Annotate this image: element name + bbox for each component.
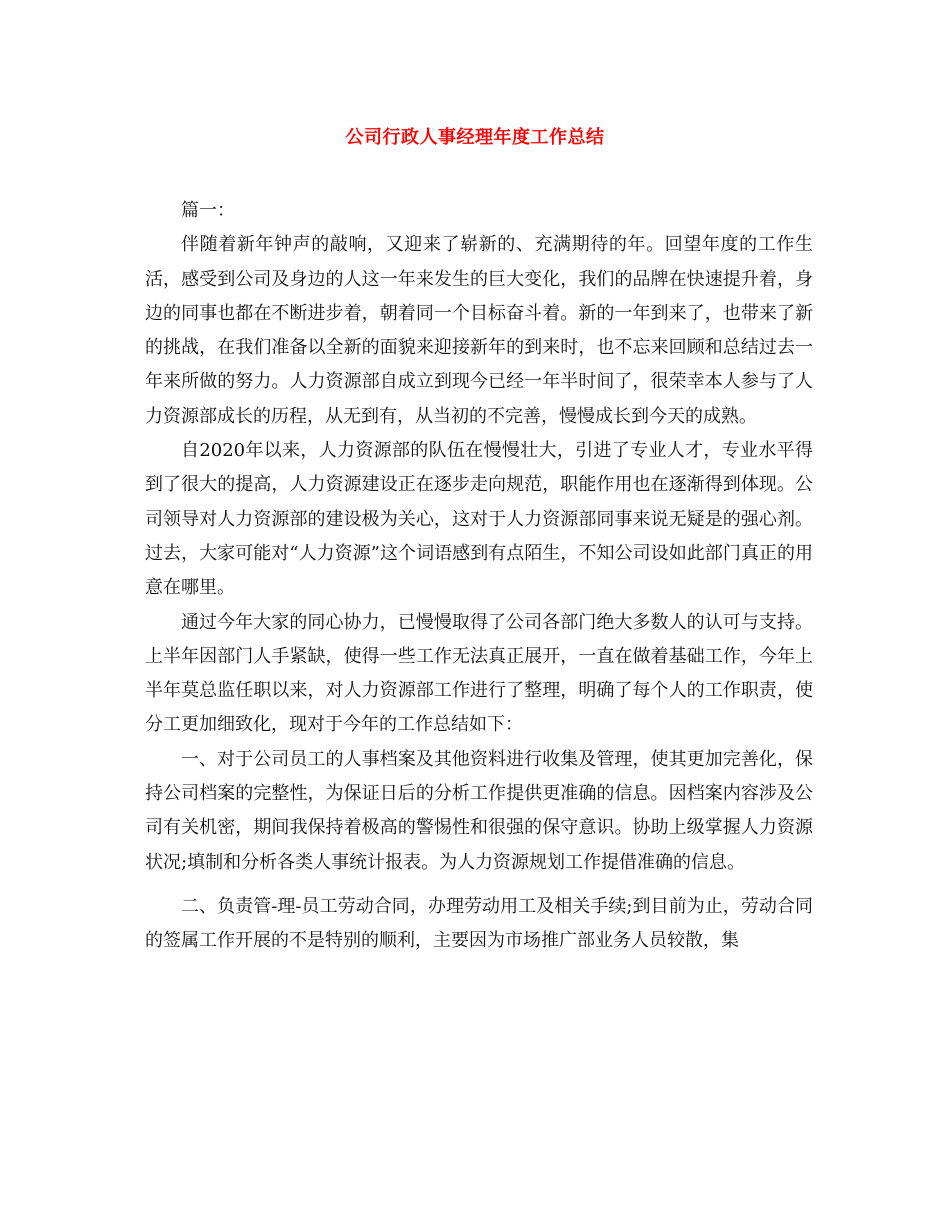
- paragraph-3: 通过今年大家的同心协力，已慢慢取得了公司各部门绝大多数人的认可与支持。上半年因部门人手紧缺，使得一些工作无法真正展开，一直在做着基础工作，今年上半年莫总监任职以来，对人力资源部工作进行了整理，明确了每个人的工作职责，使分工更加细致化，现对于今年的工作总结如下：: [145, 611, 813, 736]
- document-body: [145, 194, 813, 959]
- paragraph-2: 自2020年以来，人力资源部的队伍在慢慢壮大，引进了专业人才，专业水平得到了很大的提高，人力资源建设正在逐步走向规范，职能作用也在逐渐得到体现。公司领导对人力资源部的建设极为关心，这对于人力资源部同事来说无疑是的强心剂。过去，大家可能对“人力资源”这个词语感到有点陌生，不知公司设如此部门真正的用意在哪里。: [145, 440, 813, 599]
- paragraph-4: 一、对于公司员工的人事档案及其他资料进行收集及管理，使其更加完善化，保持公司档案的完整性，为保证日后的分析工作提供更准确的信息。因档案内容涉及公司有关机密，期间我保持着极高的警惕性和很强的保守意识。协助上级掌握人力资源状况;填制和分析各类人事统计报表。为人力资源规划工作提借准确的信息。: [145, 748, 813, 873]
- document-title: 公司行政人事经理年度工作总结: [345, 127, 605, 148]
- paragraph-1: 伴随着新年钟声的敲响，又迎来了崭新的、充满期待的年。回望年度的工作生活，感受到公司及身边的人这一年来发生的巨大变化，我们的品牌在快速提升着，身边的同事也都在不断进步着，朝着同一个目标奋斗着。新的一年到来了，也带来了新的挑战，在我们准备以全新的面貌来迎接新年的到来时，也不忘来回顾和总结过去一年来所做的努力。人力资源部自成立到现今已经一年半时间了，很荣幸本人参与了人力资源部成长的历程，从无到有，从当初的不完善，慢慢成长到今天的成熟。: [145, 234, 813, 427]
- paragraph-5: 二、负责管-理-员工劳动合同，办理劳动用工及相关手续;到目前为止，劳动合同的签属工作开展的不是特别的顺利，主要因为市场推广部业务人员较散，集: [145, 895, 813, 952]
- section-label: 篇一：: [181, 200, 235, 221]
